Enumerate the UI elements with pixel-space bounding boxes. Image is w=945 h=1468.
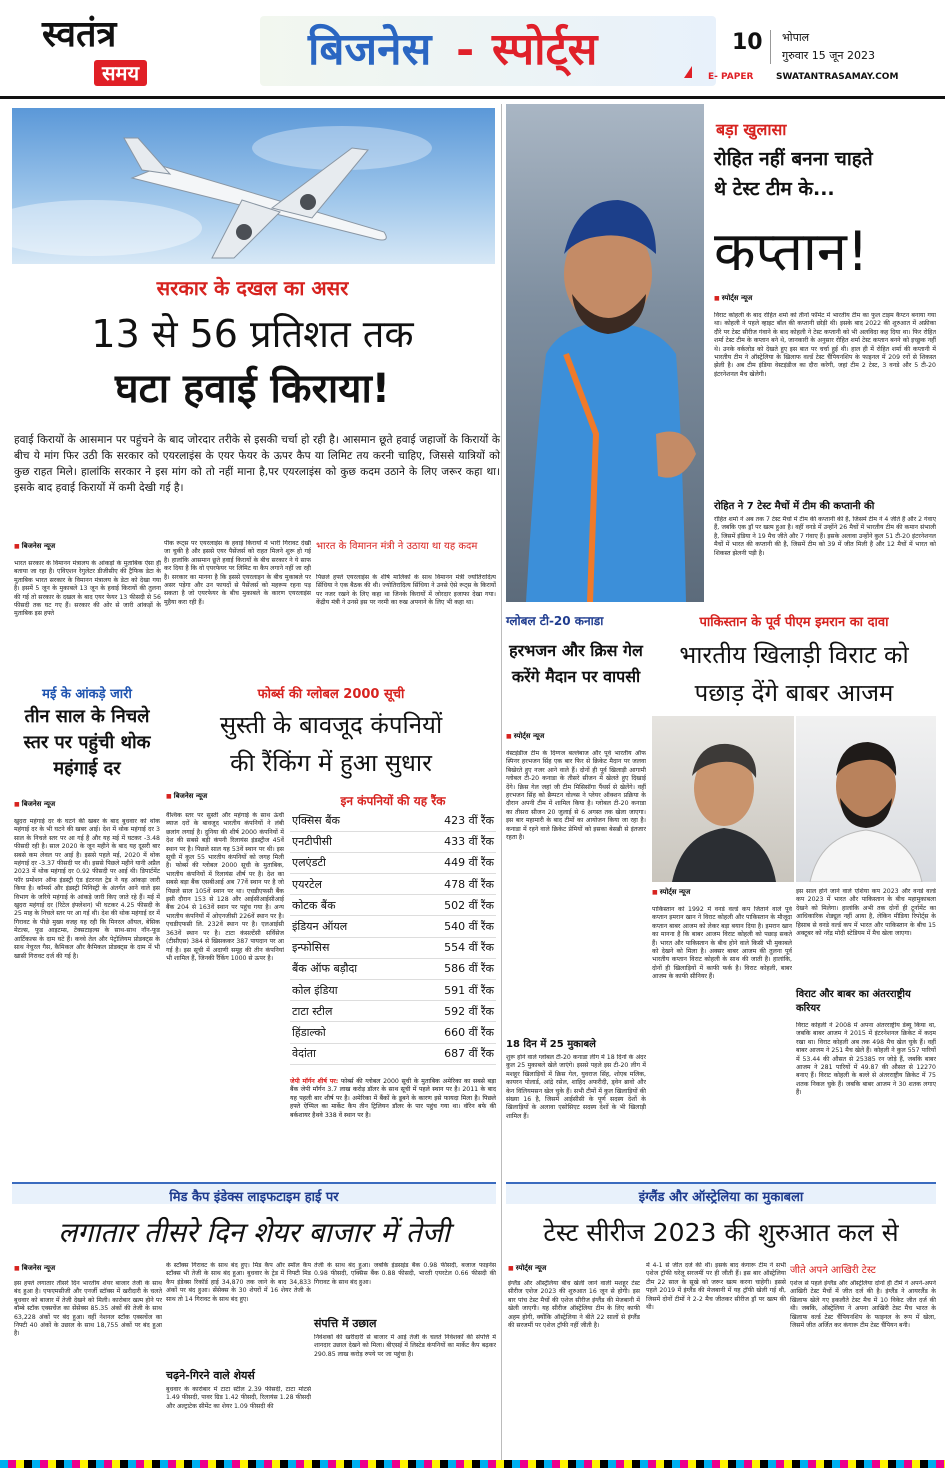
date: गुरुवार 15 जून 2023 xyxy=(782,49,875,62)
forbes-table-title: इन कंपनियों की यह रैंक xyxy=(340,794,446,808)
rank-company: हिंडाल्को xyxy=(292,1025,326,1039)
harbhajan-body: वेस्टइंडीज टीम के दिग्गज बल्लेबाज और पूर्व भारतीय ऑफ स्पिनर हरभजन सिंह एक बार फिर से क्रिकेट मैदान पर जलवा बिखेरते हुए नजर आने वाले हैं। दोनों ही पूर्व खिलाड़ी आगामी ग्लोबल टी-20 कनाडा के तीसरे सीजन में खेलते हुए दिखाई देंगे। क्रिस गेल जहां जी टीम मिसिसॉगा पैंथर्स से खेलेंगे। वहीं हरभजन सिंह को ब्रैम्पटन वोल्व्स ने प्लेयर ऑक्शन प्रक्रिया के दौरान अपनी टीम में शामिल किया है। ग्लोबल टी-20 कनाडा का तीसरा सीजन 20 जुलाई से 6 अगस्त तक खेला जाएगा। इस बार महामारी के बाद टीमों का आयोजन किया जा रहा है। कनाडा में रहने वाले क्रिकेट प्रेमियों को इसका बेसब्री से इंतजार रहता है। xyxy=(506,750,646,842)
airfare-side-title: भारत के विमानन मंत्री ने उठाया था यह कदम xyxy=(316,541,478,552)
rank-company: एक्सिस बैंक xyxy=(292,813,340,827)
forbes-jp-note xyxy=(290,1078,496,1120)
rohit-kicker: बड़ा खुलासा xyxy=(716,120,787,139)
harbhajan-kicker: ग्लोबल टी-20 कनाडा xyxy=(506,614,604,628)
ashes-side-title: जीते अपने आखिरी टेस्ट xyxy=(790,1265,876,1276)
ashes-col1: इंग्लैंड और ऑस्ट्रेलिया बीच खेली जाने वाली मशहूर टेस्ट सीरीज एशेज 2023 की शुरुआत 16 जून से होगी। इस बार पांच टेस्ट मैचों की एशेज सीरीज इंग्लैंड की मेजबानी में खेली जाएगी। यह सीरीज ऑस्ट्रेलिया टीम के लिए काफी अहम होगी, क्योंकि ऑस्ट्रेलिया ने बीते 22 सालों से इंग्लैंड की सरजमीं पर एशेज ट्रॉफी नहीं जीती है। xyxy=(508,1280,640,1330)
rohit-headline-big: कप्तान! xyxy=(714,220,869,283)
logo-top: स्वतंत्र xyxy=(42,13,117,55)
rank-row xyxy=(290,831,496,852)
market-col1: इस हफ्ते लगातार तीसरे दिन भारतीय शेयर बाजार तेजी के साथ बंद हुआ है। एफएमसीजी और एनर्जी स्टॉक्स में खरीदारी के चलते बुधवार को बाजार में तेजी देखने को मिली। कारोबार खत्म होने पर बॉम्बे स्टॉक एक्सचेंज का सेंसेक्स 85.35 अंकों की तेजी के साथ 63,228 अंकों पर बंद हुआ। वहीं नेशनल स्टॉक एक्सचेंज का निफ्टी 40 अंकों के उछाल के साथ 18,755 अंकों पर बंद हुआ है। xyxy=(14,1280,162,1338)
section-title-right: स्पोर्ट्स xyxy=(492,24,598,75)
portrait-icon-2 xyxy=(796,716,936,882)
portrait-icon xyxy=(652,716,794,882)
rank-value: 449 वीं रैंक xyxy=(444,856,494,870)
inflation-body: खुदरा महंगाई दर के घटने की खबर के बाद बुधवार को थोक महंगाई दर के भी घटने की खबर आई। देश में थोक महंगाई दर 3 साल के निचले स्तर पर आ गई है और यह मई में घटकर -3.48 फीसदी रही है। साल 2020 के जून महीने के बाद यह दूसरी बार सबसे कम लेवल पर आई है। इससे पहले मई, 2020 में थोक महंगाई दर -3.37 फीसदी पर थी। इससे पिछले महीने यानी अप्रैल 2023 में थोक महंगाई दर 0.92 फीसदी पर आई थी। डिपार्टमेंट फॉर प्रमोशन ऑफ इंडस्ट्री एंड इंटरनल ट्रेड ने यह आंकड़ा जारी किया है। कॉमर्स और इंडस्ट्री मिनिस्ट्री के अंतर्गत आने वाले इस विभाग के जरिये महंगाई के आंकड़े जारी किए जाते रहे हैं। मई में खुदरा महंगाई दर (रिटेल इंफ्लेशन) भी घटकर 4.25 फीसदी के 25 माह के निचले स्तर पर आ गई थी। देश की थोक महंगाई दर में गिरावट के पीछे मुख्य वजह यह रही कि मिनरल ऑयल, बेसिक मेटल्स, फूड आइटम्स, टेक्सटाइल्स के साथ-साथ नॉन-फूड आर्टिकल्स के दाम घटे हैं। कच्चे तेल और पेट्रोलियम प्रोडक्ट्स के साथ नेचुरल गैस, कैमिकल और कैमिकल प्रोडक्ट्स के दाम में भी खासी गिरावट दर्ज की गई है। xyxy=(14,818,160,960)
rank-value: 478 वीं रैंक xyxy=(444,877,494,891)
section-dash: - xyxy=(456,24,475,75)
rank-row xyxy=(290,980,496,1001)
rohit-byline: ■ स्पोर्ट्स न्यूज xyxy=(714,294,752,303)
market-headline: लगातार तीसरे दिन शेयर बाजार में तेजी xyxy=(58,1216,450,1249)
ashes-byline: ■ स्पोर्ट्स न्यूज xyxy=(508,1264,546,1273)
rank-company: वेदांता xyxy=(292,1047,316,1061)
airfare-col1: भारत सरकार के विमानन मंत्रालय के आंकड़ों के मुताबिक ऐसा ही बताया जा रहा है। एविएशन रेगुलेटर डीजीसीए की ट्रैफिक डेटा के मुताबिक भारत सरकार के विमानन मंत्रालय के डेटा को देखा गया है। इसमें 5 जून के मुकाबले 13 जून के हवाई किरायों की तुलना की गई तो सरकार के दखल के बाद एयर फेयर 13 फीसदी से 56 फीसदी तक घट गए हैं। सरकार की ओर से जारी आंकड़ों के मुताबिक इस हफ्ते xyxy=(14,560,161,618)
airfare-byline: ■ बिजनेस न्यूज xyxy=(14,542,55,551)
imran-headline-2: पछाड़ देंगे बाबर आजम xyxy=(694,679,894,707)
rank-company: इन्फोसिस xyxy=(292,941,330,955)
rank-company: कोल इंडिया xyxy=(292,983,338,997)
market-subtitle-2: संपत्ति में उछाल xyxy=(314,1317,377,1330)
rank-row xyxy=(290,1001,496,1022)
rank-row xyxy=(290,810,496,831)
airfare-intro: हवाई किरायों के आसमान पर पहुंचने के बाद जोरदार तरीके से इसकी चर्चा हो रही है। आसमान छूते हवाई जहाजों के किरायों के बीच ये मांग फिर उठी कि सरकार को एयरलाइंस के एयर फेयर के ऊपर कैप या लिमिट तय करनी चाहिए, जिससे यात्रियों को कुछ राहत मिले। हालांकि सरकार ने इस मांग को तो नहीं माना है,पर एयरलाइंस को कुछ कदम उठाने के लिए जरूर कहा था। इसके बाद हवाई किरायों में कमी देखी गई है। xyxy=(14,434,500,494)
rohit-headline-2: थे टेस्ट टीम के... xyxy=(714,178,835,200)
rank-value: 591 वीं रैंक xyxy=(444,983,494,997)
harbhajan-headline: हरभजन और क्रिस गेल करेंगे मैदान पर वापसी xyxy=(509,641,643,686)
harbhajan-byline: ■ स्पोर्ट्स न्यूज xyxy=(506,732,544,741)
market-col3b: निवेशकों की खरीदारी से बाजार में आई तेजी के चलते निवेशकों की संपत्ति में शानदार उछाल देखने को मिला। बीएसई में लिस्टेड कंपनियों का मार्केट कैप बढ़कर 290.85 लाख करोड़ रुपये पर जा पहुंचा है। xyxy=(314,1334,496,1358)
rank-row xyxy=(290,1022,496,1043)
airfare-headline-2: घटा हवाई किराया! xyxy=(114,366,391,412)
forbes-body: वैश्विक स्तर पर सुस्ती और महंगाई के साथ ऊंची ब्याज दरों के बावजूद भारतीय कंपनियों ने लंबी छलांग लगाई है। दुनिया की शीर्ष 2000 कंपनियों में देश की सबसे बड़ी कंपनी रिलायंस इंडस्ट्रीज 45वें स्थान पर है। पिछले साल यह 53वें स्थान पर थी। इस सूची में कुल 55 भारतीय कंपनियों को जगह मिली है। फोर्ब्स की ग्लोबल 2000 सूची के मुताबिक, भारतीय कंपनियों में रिलायंस शीर्ष पर है। देश का सबसे बड़ा बैंक एसबीआई अब 77वें स्थान पर है जो पिछले साल 105वें स्थान पर था। एचडीएफसी बैंक इसी दौरान 153 से 128 और आईसीआईसीआई बैंक 204 से 163वें स्थान पर पहुंच गया है। अन्य भारतीय कंपनियों में ओएनजीसी 226वें स्थान पर है। एचडीएफसी लि. 232वें स्थान पर है। एलआईसी 363वें स्थान पर है। टाटा कंसल्टेंसी सर्विसेज (टीसीएस) 384 से खिसककर 387 पायदान पर आ गई है। इस सूची में अदाणी समूह की तीन कंपनियां भी शामिल हैं, जिनकी रैंकिंग 1000 से ऊपर है। xyxy=(166,812,284,962)
inflation-kicker: मई के आंकड़े जारी xyxy=(42,687,132,702)
imran-col2b: विराट कोहली ने 2008 में अपना अंतरराष्ट्रीय डेब्यू किया था, जबकि बाबर आजम ने 2015 में इंटरनेशनल क्रिकेट में कदम रखा था। विराट कोहली अब तक 498 मैच खेल चुके हैं। वहीं बाबर आजम ने 251 मैच खेले हैं। कोहली ने कुल 557 पारियों में 53.44 की औसत से 25385 रन जोड़े हैं, जबकि बाबर आजम ने 281 पारियों में 49.87 की औसत से 12270 बनाए हैं। विराट कोहली के बल्ले से अंतरराष्ट्रीय क्रिकेट में 75 शतक निकल चुके हैं। जबकि बाबर आजम ने 30 शतक लगाए हैं। xyxy=(796,1022,936,1097)
inflation-byline: ■ बिजनेस न्यूज xyxy=(14,800,55,809)
imran-byline: ■ स्पोर्ट्स न्यूज xyxy=(652,888,690,897)
forbes-jp-note-text: फोर्ब्स की ग्लोबल 2000 सूची के मुताबिक अमेरिका का सबसे बड़ा बैंक जेपी मॉर्गन 3.7 लाख करोड़ डॉलर के साथ सूची में पहले स्थान पर है। 2011 के बाद यह पहली बार शीर्ष पर है। अमेरिका में बैंकों के डूबने के कारण इसे फायदा मिला है। पिछले हफ्ते ऐप्पिल का मार्केट कैप तीन ट्रिलियन डॉलर के पार पहुंच गया था। वॉरेन बफे की बर्कशायर हैथवे 338 वें स्थान पर है। xyxy=(290,1078,496,1119)
rank-row xyxy=(290,852,496,873)
imran-col1: पाकिस्तान को 1992 में वनडे वर्ल्ड कप जिताने वाले पूर्व कप्तान इमरान खान ने विराट कोहली और पाकिस्तान के मौजूदा कप्तान बाबर आजम को लेकर बड़ा बयान दिया है। इमरान खान का मानना है कि बाबर आजम विराट कोहली को पछाड़ सकते हैं। भारत और पाकिस्तान के बीच होने वाले किसी भी मुकाबले को देखने को मिला है। अक्सर बाबर आजम की तुलना पूर्व भारतीय कप्तान विराट कोहली के साथ की जाती है। हालांकि, दोनों ही खिलाड़ियों में काफी फर्क है। विराट कोहली, बाबर आजम के काफी सीनियर हैं। xyxy=(652,906,792,981)
rank-company: टाटा स्टील xyxy=(292,1004,333,1018)
forbes-kicker: फोर्ब्स की ग्लोबल 2000 सूची xyxy=(257,687,405,702)
masthead xyxy=(0,0,945,98)
cricketer-icon xyxy=(506,104,704,602)
market-kicker: मिड कैप इंडेक्स लाइफटाइम हाई पर xyxy=(169,1190,339,1205)
website-link[interactable]: SWATANTRASAMAY.COM xyxy=(776,72,899,82)
rank-value: 540 वीं रैंक xyxy=(444,920,494,934)
rank-row xyxy=(290,895,496,916)
ashes-kicker-band xyxy=(506,1182,936,1204)
section-banner xyxy=(260,16,716,86)
virat-kohli-photo xyxy=(796,716,936,882)
rohit-headline-1: रोहित नहीं बनना चाहते xyxy=(714,148,873,170)
imran-headline-1: भारतीय खिलाड़ी विराट को xyxy=(679,641,909,669)
rank-row xyxy=(290,916,496,937)
rank-value: 502 वीं रैंक xyxy=(444,898,494,912)
forbes-rank-table xyxy=(290,810,496,1065)
rank-company: बैंक ऑफ बड़ौदा xyxy=(292,962,358,976)
imran-subtitle: विराट और बाबर का अंतरराष्ट्रीय करियर xyxy=(796,989,911,1014)
market-col2b: बुधवार के कारोबार में टाटा स्टील 2.39 फीसदी, टाटा मोटर्स 1.49 फीसदी, पावर ग्रिड 1.42 फीसदी, रिलायंस 1.28 फीसदी और अल्ट्राटेक सीमेंट का शेयर 1.09 फीसदी की xyxy=(166,1386,311,1410)
harbhajan-body2: शुरू होने वाले ग्लोबल टी-20 कनाडा लीग में 18 दिनों के अंदर कुल 25 मुकाबले खेले जाएंगे। इससे पहले इस टी-20 लीग में मशहूर खिलाड़ियों में क्रिस गेल, युवराज सिंह, शोएब मलिक, कायरन पोलार्ड, आंद्रे रसेल, शाहिद अफरीदी, ड्वेन ब्रावो और केन विलियमसन खेल चुके हैं। सभी टीमों में कुल खिलाड़ियों की संख्या 16 है, जिसमें आईसीसी के पूर्ण सदस्य देशों के खिलाड़ियों के अलावा एसोसिएट सदस्य देशों के भी खिलाड़ी शामिल हैं। xyxy=(506,1054,646,1120)
rank-row xyxy=(290,958,496,979)
airplane-icon xyxy=(12,108,495,264)
rank-company: एलएंडटी xyxy=(292,856,326,870)
ashes-col3: एशेज से पहले इंग्लैंड और ऑस्ट्रेलिया दोनों ही टीमें ने अपने-अपने आखिरी टेस्ट मैचों में जीत दर्ज की है। इंग्लैंड ने आयरलैंड के खिलाफ खेले गए इकलौते टेस्ट मैच में 10 विकेट जीत दर्ज की थी। जबकि, ऑस्ट्रेलिया ने अपना आखिरी टेस्ट मैच भारत के खिलाफ वर्ल्ड टेस्ट चैंपियनशिप के फाइनल के रूप में खेला, जिसमें जीत अर्जित कर कंगारू टीम टेस्ट चैंपियन बनी। xyxy=(790,1280,936,1330)
imran-kicker: पाकिस्तान के पूर्व पीएम इमरान का दावा xyxy=(699,615,889,630)
forbes-headline-1: सुस्ती के बावजूद कंपनियों xyxy=(219,711,443,739)
rank-value: 687 वीं रैंक xyxy=(444,1047,494,1061)
section-title-left: बिजनेस xyxy=(308,24,432,75)
market-col3: तेजी के साथ बंद हुआ। जबकि इंडसइंड बैंक 0.98 फीसदी, बजाज फाइनेंस 0.98 फीसदी, एक्सिस बैंक 0.88 फीसदी, भारती एयरटेल 0.66 फीसदी की गिरावट के साथ बंद हुआ। xyxy=(314,1262,496,1286)
rank-value: 592 वीं रैंक xyxy=(444,1004,494,1018)
rank-value: 586 वीं रैंक xyxy=(444,962,494,976)
harbhajan-subtitle: 18 दिन में 25 मुकाबले xyxy=(506,1039,596,1050)
airfare-headline-1: 13 से 56 प्रतिशत तक xyxy=(91,312,414,356)
rohit-sharma-photo xyxy=(506,104,704,602)
imran-col2: इस साल होने जाने वाले एशिया कप 2023 और वनडे वर्ल्ड कप 2023 में भारत और पाकिस्तान के बीच महामुकाबला देखने को मिलेगा। हालांकि अभी तक दोनों ही टूर्नामेंट का आधिकारिक शेड्यूल नहीं आया है, लेकिन मीडिया रिपोर्ट्स के हिसाब से वनडे वर्ल्ड कप में भारत और पाकिस्तान के बीच 15 अक्टूबर को नरेंद्र मोदी स्टेडियम में मैच खेला जाएगा। xyxy=(796,888,936,938)
rank-value: 554 वीं रैंक xyxy=(444,941,494,955)
rank-row xyxy=(290,937,496,958)
page-column-divider xyxy=(501,104,502,1460)
forbes-headline-2: की रैंकिंग में हुआ सुधार xyxy=(230,749,432,777)
rank-value: 433 वीं रैंक xyxy=(444,835,494,849)
forbes-byline: ■ बिजनेस न्यूज xyxy=(166,792,207,801)
header-divider xyxy=(770,30,771,64)
forbes-jp-note-label: जेपी मॉर्गन शीर्ष पर: xyxy=(290,1078,339,1085)
epaper-label: E- PAPER xyxy=(708,72,754,82)
page-number: 10 xyxy=(732,30,763,55)
rank-company: इंडियन ऑयल xyxy=(292,920,348,934)
rank-row xyxy=(290,874,496,895)
airfare-kicker: सरकार के दखल का असर xyxy=(156,276,349,300)
rank-row xyxy=(290,1043,496,1064)
print-registration-strip xyxy=(0,1460,945,1468)
ashes-kicker: इंग्लैंड और ऑस्ट्रेलिया का मुकाबला xyxy=(638,1190,804,1205)
epaper-arrow-icon xyxy=(684,66,692,78)
airfare-col2: पीक रूट्स पर एयरलाइंस के हवाई किरायों में भारी गिरावट देखी जा चुकी है और इससे एयर पैसेंजर्स को राहत मिलने शुरू हो गई है। हालांकि आसमान छूते हवाई किरायों के बीच सरकार ने ये साफ कर दिया है कि वो एयरफेयर पर लिमिट या कैप लगाने नहीं जा रही है। सरकार का मानना है कि इससे एयरलाइन के बीच मुकाबले पर असर पड़ेगा और उन फायदों से पैसेंजर्स को महरूम रहना पड़ सकता है जो एयरफेयर के बीच मुकाबले के कारण एयरलाइंस मुहैया करा रही हैं। xyxy=(164,540,311,606)
masthead-rule xyxy=(0,96,945,99)
market-col2: के स्टॉक्स गिरावट के साथ बंद हुए। मिड कैप और स्मॉल कैप स्टॉक्स भी तेजी के साथ बंद हुआ। बुधवार के ट्रेड में निफ्टी मिड कैप इंडेक्स रिकॉर्ड हाई 34,870 तक जाने के बाद 34,833 अंकों पर बंद हुआ। सेंसेक्स के 30 शेयरों में 16 शेयर तेजी के साथ तो 14 गिरावट के साथ बंद हुए। xyxy=(166,1262,311,1303)
ashes-col2: में 4-1 से जीत दर्ज की थी। इसके बाद कंगारू टीम ने सभी एशेज ट्रॉफी घरेलू सरजमीं पर ही जीती हैं। इस बार ऑस्ट्रेलिया टीम 22 साल के सूखे को जरूर खत्म करना चाहेगी। इससे पहले 2019 में इंग्लैंड की मेजबानी में यह ट्रॉफी खेली गई थी, जिसमें दोनों टीमों ने 2-2 मैच जीतकर सीरीज ड्रॉ पर खत्म की थी। xyxy=(646,1262,786,1312)
rohit-body: विराट कोहली के बाद रोहित शर्मा को तीनों फॉर्मेट में भारतीय टीम का फुल टाइम कैप्टन बनाया गया था। कोहली ने पहले व्हाइट बॉल की कप्तानी छोड़ी थी। इसके बाद 2022 की शुरुआत में अफ्रीका दौरे पर टेस्ट सीरीज गंवाने के बाद कोहली ने टेस्ट कप्तानी को भी अलविदा कह दिया था। फिर रोहित शर्मा टेस्ट टीम के कप्तान बने थे, जानकारी के अनुसार रोहित शर्मा टेस्ट कप्तान बनने को इच्छुक नहीं थे। उनके वर्कलोड को देखते हुए इस बात पर चर्चा हुई थी। हाल ही में रोहित शर्मा की कप्तानी में भारतीय टीम ने ऑस्ट्रेलिया के खिलाफ वर्ल्ड टेस्ट चैंपियनशिप के फाइनल में 209 रनों से शिकस्त झेली है। अब टीम इंडिया वेस्टइंडीज का दौरा करेगी, जहां टीम 2 टेस्ट, 3 वनडे और 5 टी-20 इंटरनेशनल मैच खेलेगी। xyxy=(714,312,936,378)
imran-khan-photo xyxy=(652,716,794,882)
rank-company: कोटक बैंक xyxy=(292,898,336,912)
rohit-body2: रोहित शर्मा ने अब तक 7 टेस्ट मैचों में टीम की कप्तानी की है, जिसमें टीम ने 4 जीते हैं और 2 गंवाए हैं, जबकि एक ड्रॉ पर खत्म हुआ है। वहीं वनडे में उन्होंने 26 मैचों में भारतीय टीम की कमान संभाली है, जिसमें इंडिया ने 19 मैच जीते और 7 गंवाए हैं। इसके अलावा उन्होंने कुल 51 टी-20 इंटरनेशनल मैचों में भारत की कप्तानी की है, जिसमें टीम को 39 में जीत मिली है और 12 मैचों में भारत को शिकस्त झेलनी पड़ी है। xyxy=(714,516,936,557)
logo-bottom: समय xyxy=(94,60,147,86)
market-subtitle: चढ़ने-गिरने वाले शेयर्स xyxy=(166,1369,255,1382)
airplane-photo xyxy=(12,108,495,264)
rohit-subtitle: रोहित ने 7 टेस्ट मैचों में टीम की कप्तानी की xyxy=(714,501,875,512)
city: भोपाल xyxy=(782,31,810,44)
rank-value: 660 वीं रैंक xyxy=(444,1025,494,1039)
ashes-headline: टेस्ट सीरीज 2023 की शुरुआत कल से xyxy=(543,1218,899,1247)
inflation-headline: तीन साल के निचले स्तर पर पहुंची थोक महंगाई दर xyxy=(23,706,151,779)
market-byline: ■ बिजनेस न्यूज xyxy=(14,1264,55,1273)
rank-company: एनटीपीसी xyxy=(292,835,332,849)
airfare-col3: पिछले हफ्ते एयरलाइंस के शीर्ष मालिकों के साथ विमानन मंत्री ज्योतिरादित्य सिंधिया ने एक बैठक की थी। ज्योतिरादित्य सिंधिया ने उनसे ऐसे रूट्स के किरायों पर नजर रखने के लिए कहा था जिनके किरायों में जोरदार इजाफा देखा गया। केंद्रीय मंत्री ने उनसे इस पर नरमी का रुख अपनाने के लिए भी कहा था। xyxy=(316,574,496,607)
market-kicker-band xyxy=(12,1182,496,1204)
rank-value: 423 वीं रैंक xyxy=(444,813,494,827)
rank-company: एयरटेल xyxy=(292,877,322,891)
